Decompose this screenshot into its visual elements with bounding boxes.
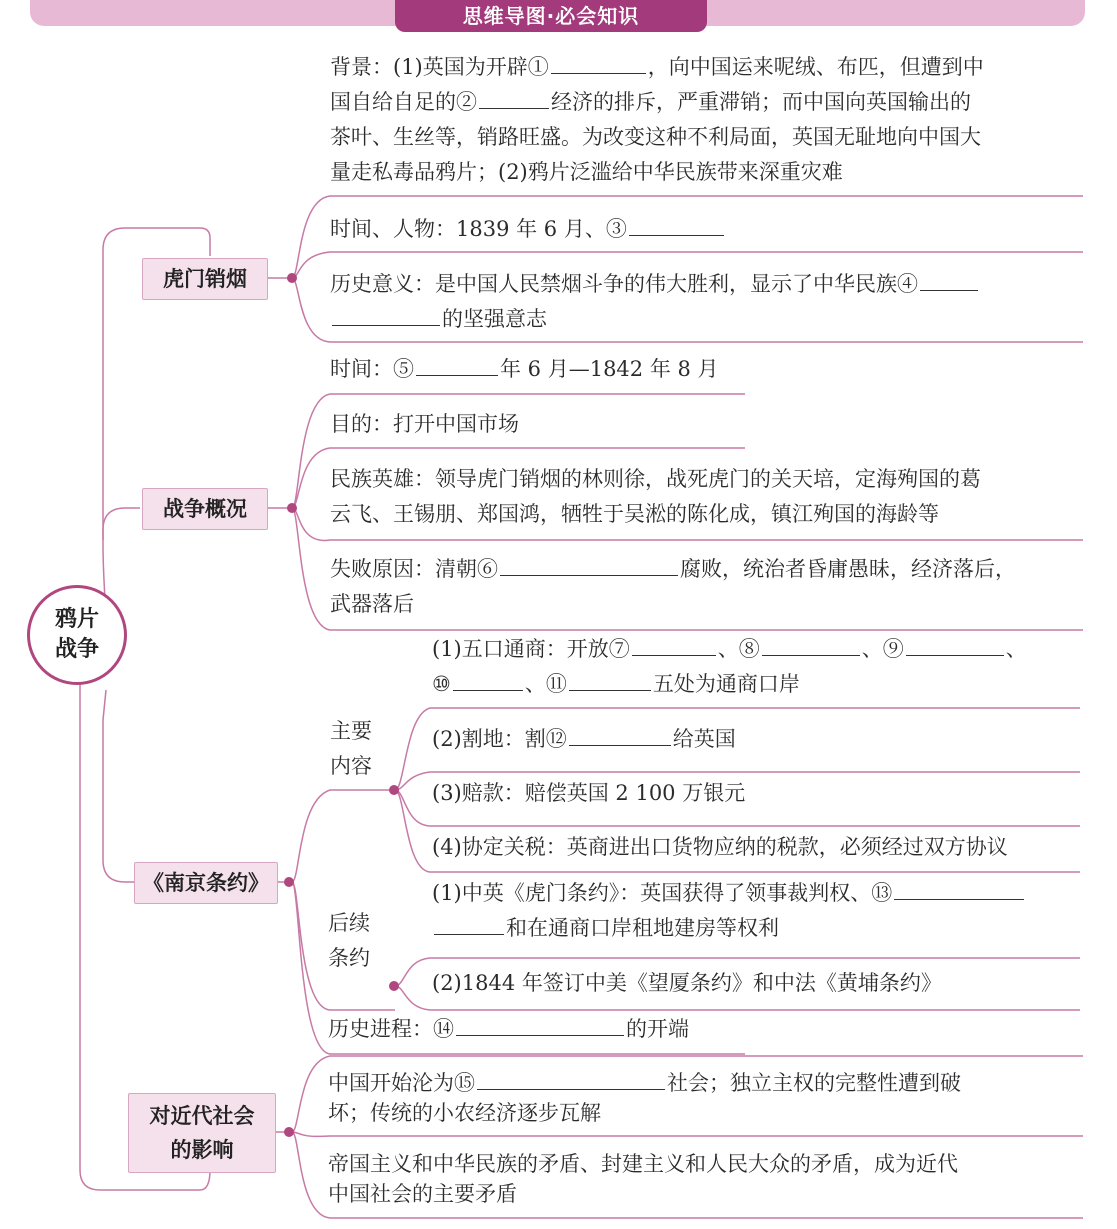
treaty-follow-label-2: 条约 bbox=[328, 946, 370, 970]
text: 给英国 bbox=[672, 727, 736, 751]
branch-treaty bbox=[134, 862, 278, 904]
branch-humen bbox=[142, 258, 268, 300]
node-dot bbox=[284, 877, 294, 887]
node-dot bbox=[389, 785, 399, 795]
text: 腐败，统治者昏庸愚昧，经济落后， bbox=[680, 557, 1016, 581]
background-line-4: 量走私毒品鸦片；(2)鸦片泛滥给中华民族带来深重灾难 bbox=[330, 160, 843, 184]
blank-4b bbox=[332, 303, 440, 326]
text: 年 6 月—1842 年 8 月 bbox=[500, 357, 719, 381]
treaty-cede bbox=[432, 722, 736, 757]
node-dot bbox=[284, 1127, 294, 1137]
blank-14 bbox=[456, 1013, 624, 1036]
branch-impact bbox=[128, 1093, 276, 1173]
treaty-main-label-2: 内容 bbox=[330, 754, 372, 778]
text: 背景：(1)英国为开辟① bbox=[330, 55, 549, 79]
blank-2 bbox=[479, 86, 549, 109]
text: 历史意义：是中国人民禁烟斗争的伟大胜利，显示了中华民族④ bbox=[330, 272, 918, 296]
treaty-humen-1 bbox=[432, 876, 1026, 911]
text: 五处为通商口岸 bbox=[652, 672, 800, 696]
treaty-indemnity: (3)赔款：赔偿英国 2 100 万银元 bbox=[432, 781, 746, 805]
text: 、⑪ bbox=[524, 672, 567, 696]
treaty-ports-1 bbox=[432, 632, 1027, 667]
text: 时间、人物：1839 年 6 月、③ bbox=[330, 217, 627, 241]
blank-4 bbox=[920, 268, 978, 291]
text: (1)中英《虎门条约》：英国获得了领事裁判权、⑬ bbox=[432, 881, 893, 905]
text: 、 bbox=[1005, 637, 1027, 661]
text: 国自给自足的② bbox=[330, 90, 477, 114]
branch-impact-label-1: 对近代社会 bbox=[149, 1104, 255, 1128]
text: 中国开始沦为⑮ bbox=[328, 1071, 475, 1095]
text: ，向中国运来呢绒、布匹，但遭到中 bbox=[647, 55, 984, 79]
text: 和在通商口岸租地建房等权利 bbox=[506, 916, 779, 940]
branch-treaty-label: 《南京条约》 bbox=[143, 871, 269, 895]
blank-15 bbox=[477, 1067, 665, 1090]
branch-impact-label-2: 的影响 bbox=[170, 1138, 234, 1162]
text: (2)割地：割⑫ bbox=[432, 727, 567, 751]
war-failure-2: 武器落后 bbox=[330, 592, 414, 616]
blank-7 bbox=[632, 633, 716, 656]
humen-significance-1 bbox=[330, 267, 980, 302]
background-line-2 bbox=[330, 85, 971, 120]
background-line-3: 茶叶、生丝等，销路旺盛。为改变这种不利局面，英国无耻地向中国大 bbox=[330, 125, 981, 149]
treaty-main-label-1: 主要 bbox=[330, 719, 372, 743]
blank-5 bbox=[416, 353, 498, 376]
blank-10 bbox=[453, 668, 523, 691]
branch-war-label: 战争概况 bbox=[163, 497, 247, 521]
treaty-other: (2)1844 年签订中美《望厦条约》和中法《黄埔条约》 bbox=[432, 971, 942, 995]
humen-significance-2 bbox=[330, 302, 547, 337]
node-dot bbox=[287, 273, 297, 283]
root-title-line1: 鸦片 bbox=[54, 607, 99, 632]
treaty-follow-label-1: 后续 bbox=[328, 911, 370, 935]
text: 的坚强意志 bbox=[442, 307, 547, 331]
root-title-line2: 战争 bbox=[54, 637, 99, 662]
blank-12 bbox=[569, 723, 671, 746]
branch-war bbox=[142, 488, 268, 530]
text: (1)五口通商：开放⑦ bbox=[432, 637, 630, 661]
impact-process bbox=[328, 1012, 689, 1047]
blank-8 bbox=[762, 633, 860, 656]
war-heroes-1: 民族英雄：领导虎门销烟的林则徐，战死虎门的关天培，定海殉国的葛 bbox=[330, 467, 981, 491]
blank-3 bbox=[629, 213, 724, 236]
impact-conflict-1: 帝国主义和中华民族的矛盾、封建主义和人民大众的矛盾，成为近代 bbox=[328, 1152, 958, 1176]
blank-9 bbox=[906, 633, 1004, 656]
war-purpose: 目的：打开中国市场 bbox=[330, 412, 519, 436]
text: 、⑧ bbox=[717, 637, 760, 661]
blank-11 bbox=[569, 668, 651, 691]
node-dot bbox=[287, 503, 297, 513]
blank-13 bbox=[894, 877, 1024, 900]
text: 的开端 bbox=[626, 1017, 689, 1041]
text: 历史进程：⑭ bbox=[328, 1017, 454, 1041]
text: 、⑨ bbox=[861, 637, 904, 661]
text: 时间：⑤ bbox=[330, 357, 414, 381]
blank-6 bbox=[500, 553, 678, 576]
blank-13b bbox=[434, 912, 504, 935]
text: ⑩ bbox=[432, 672, 451, 696]
impact-society-2: 坏；传统的小农经济逐步瓦解 bbox=[328, 1101, 601, 1125]
war-heroes-2: 云飞、王锡朋、郑国鸿，牺牲于吴淞的陈化成，镇江殉国的海龄等 bbox=[330, 502, 939, 526]
background-line-1 bbox=[330, 50, 984, 85]
branch-humen-label: 虎门销烟 bbox=[163, 267, 247, 291]
blank-1 bbox=[551, 51, 646, 74]
node-dot bbox=[389, 981, 399, 991]
war-failure-1 bbox=[330, 552, 1016, 587]
war-time bbox=[330, 352, 719, 387]
humen-time bbox=[330, 212, 726, 247]
impact-conflict-2: 中国社会的主要矛盾 bbox=[328, 1182, 517, 1206]
text: 失败原因：清朝⑥ bbox=[330, 557, 498, 581]
treaty-ports-2 bbox=[432, 667, 800, 702]
treaty-tariff: (4)协定关税：英商进出口货物应纳的税款，必须经过双方协议 bbox=[432, 835, 1008, 859]
treaty-humen-2 bbox=[432, 911, 779, 946]
root-node bbox=[27, 585, 127, 685]
header-title: 思维导图·必会知识 bbox=[395, 0, 707, 32]
text: 经济的排斥，严重滞销；而中国向英国输出的 bbox=[551, 90, 971, 114]
text: 社会；独立主权的完整性遭到破 bbox=[667, 1071, 961, 1095]
